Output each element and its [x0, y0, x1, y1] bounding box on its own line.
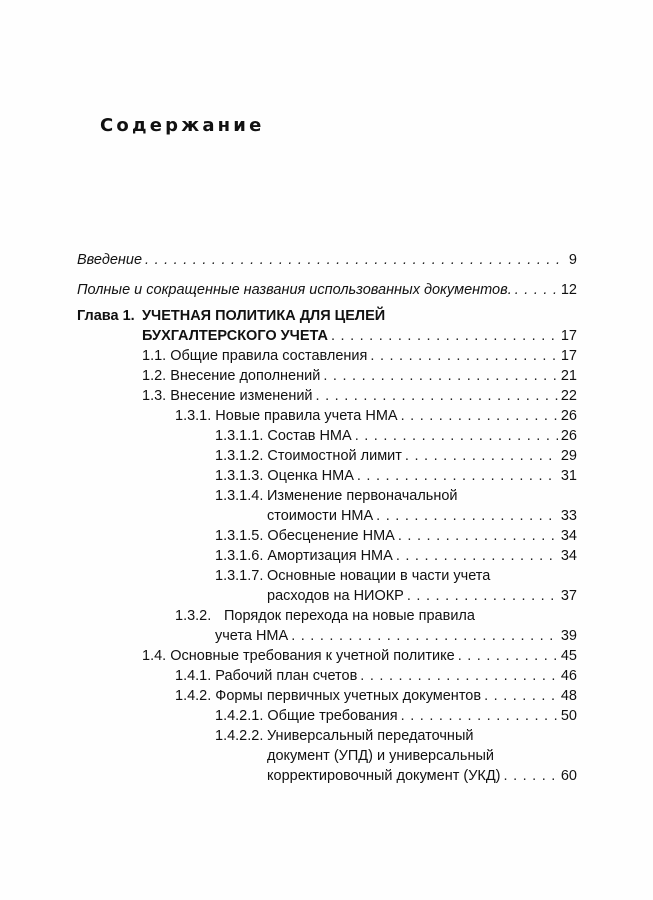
- dot-leader: [396, 546, 558, 566]
- dot-leader: [145, 250, 562, 270]
- toc-page-number: 12: [560, 282, 577, 298]
- toc-entry-chapter-1[interactable]: [142, 326, 577, 346]
- toc-entry-text-line2: учета НМА: [215, 628, 289, 644]
- toc-entry-1-4-2-1[interactable]: [215, 706, 577, 726]
- toc-entry-text: 1.4. Основные требования к учетной политике: [142, 648, 455, 664]
- toc-entry-text: 1.3.1.2. Стоимостной лимит: [215, 448, 402, 464]
- toc-entry-text-line1[interactable]: Универсальный передаточный: [267, 728, 474, 744]
- toc-page-number: 31: [560, 468, 577, 484]
- toc-page-number: 26: [560, 408, 577, 424]
- toc-page-number: 17: [560, 328, 577, 344]
- toc-entry-1-3[interactable]: [142, 386, 577, 406]
- toc-entry-number: 1.3.2.: [175, 608, 212, 624]
- toc-page-number: 22: [560, 388, 577, 404]
- toc-page-number: 26: [560, 428, 577, 444]
- toc-entry-1-3-1-6[interactable]: [215, 546, 577, 566]
- toc-entry-1-3-1-5[interactable]: [215, 526, 577, 546]
- toc-chapter-title-line2: БУХГАЛТЕРСКОГО УЧЕТА: [142, 328, 328, 344]
- toc-entry-text-line2: стоимости НМА: [267, 508, 374, 524]
- toc-entry-text-line1[interactable]: Порядок перехода на новые правила: [224, 608, 475, 624]
- toc-entry-1-1[interactable]: [142, 346, 577, 366]
- toc-chapter-title-line1[interactable]: УЧЕТНАЯ ПОЛИТИКА ДЛЯ ЦЕЛЕЙ: [142, 308, 386, 324]
- dot-leader: [398, 526, 558, 546]
- toc-entry-number: 1.3.1.7.: [215, 568, 264, 584]
- toc-entry-1-3-1-2[interactable]: [215, 446, 577, 466]
- toc-entry-text: 1.3.1.1. Состав НМА: [215, 428, 352, 444]
- toc-entry-text: Полные и сокращенные названия использованных документов.: [77, 282, 512, 298]
- dot-leader: [370, 346, 557, 366]
- toc-entry-1-3-1-7[interactable]: [267, 586, 577, 606]
- toc-entry-text: 1.3.1.3. Оценка НМА: [215, 468, 354, 484]
- dot-leader: [355, 426, 558, 446]
- toc-chapter-label: Глава 1.: [77, 308, 135, 324]
- toc-entry-1-3-1[interactable]: [175, 406, 577, 426]
- toc-entry-text: 1.1. Общие правила составления: [142, 348, 368, 364]
- dot-leader: [376, 506, 558, 526]
- toc-entry-text: Введение: [77, 252, 143, 268]
- toc-entry-text-line3: корректировочный документ (УКД): [267, 768, 501, 784]
- dot-leader: [291, 626, 558, 646]
- toc-entry-text-line2[interactable]: документ (УПД) и универсальный: [267, 748, 494, 764]
- toc-page-number: 34: [560, 548, 577, 564]
- toc-entry-1-4[interactable]: [142, 646, 577, 666]
- dot-leader: [407, 586, 558, 606]
- dot-leader: [360, 666, 558, 686]
- dot-leader: [357, 466, 558, 486]
- toc-entry-1-2[interactable]: [142, 366, 577, 386]
- dot-leader: [401, 706, 558, 726]
- toc-page-number: 60: [560, 768, 577, 784]
- toc-entry-1-3-1-3[interactable]: [215, 466, 577, 486]
- toc-entry-text-line1[interactable]: Изменение первоначальной: [267, 488, 458, 504]
- toc-page-number: 29: [560, 448, 577, 464]
- toc-page-number: 9: [568, 252, 577, 268]
- toc-page-number: 45: [560, 648, 577, 664]
- toc-page-number: 50: [560, 708, 577, 724]
- toc-entry-text: 1.4.1. Рабочий план счетов: [175, 668, 358, 684]
- toc-entry-text: 1.4.2.1. Общие требования: [215, 708, 398, 724]
- toc-entry-text-line2: расходов на НИОКР: [267, 588, 404, 604]
- toc-page-number: 46: [560, 668, 577, 684]
- toc-entry-1-4-2-2[interactable]: [267, 766, 577, 786]
- toc-entry-number: 1.4.2.2.: [215, 728, 264, 744]
- toc-entry-text: 1.4.2. Формы первичных учетных документов: [175, 688, 482, 704]
- dot-leader: [515, 280, 558, 300]
- toc-entry-text: 1.3.1.5. Обесценение НМА: [215, 528, 395, 544]
- toc-entry-1-3-2[interactable]: [215, 626, 577, 646]
- toc-entry-intro[interactable]: [77, 250, 577, 270]
- dot-leader: [504, 766, 558, 786]
- dot-leader: [405, 446, 558, 466]
- toc-entry-number: 1.3.1.4.: [215, 488, 264, 504]
- page-title: Содержание: [100, 115, 265, 136]
- toc-page-number: 37: [560, 588, 577, 604]
- toc-entry-text: 1.3.1. Новые правила учета НМА: [175, 408, 398, 424]
- toc-entry-text: 1.2. Внесение дополнений: [142, 368, 321, 384]
- dot-leader: [401, 406, 558, 426]
- toc-page-number: 33: [560, 508, 577, 524]
- toc-entry-1-4-2[interactable]: [175, 686, 577, 706]
- dot-leader: [484, 686, 558, 706]
- toc-entry-1-3-1-1[interactable]: [215, 426, 577, 446]
- dot-leader: [316, 386, 558, 406]
- toc-entry-text: 1.3. Внесение изменений: [142, 388, 313, 404]
- toc-page-number: 48: [560, 688, 577, 704]
- toc-entry-document-names[interactable]: [77, 280, 577, 300]
- dot-leader: [323, 366, 558, 386]
- toc-page-number: 21: [560, 368, 577, 384]
- toc-entry-text: 1.3.1.6. Амортизация НМА: [215, 548, 393, 564]
- toc-entry-1-4-1[interactable]: [175, 666, 577, 686]
- toc-page-number: 39: [560, 628, 577, 644]
- toc-entry-text-line1[interactable]: Основные новации в части учета: [267, 568, 491, 584]
- dot-leader: [458, 646, 558, 666]
- toc-page-number: 34: [560, 528, 577, 544]
- dot-leader: [331, 326, 558, 346]
- toc-page-number: 17: [560, 348, 577, 364]
- toc-entry-1-3-1-4[interactable]: [267, 506, 577, 526]
